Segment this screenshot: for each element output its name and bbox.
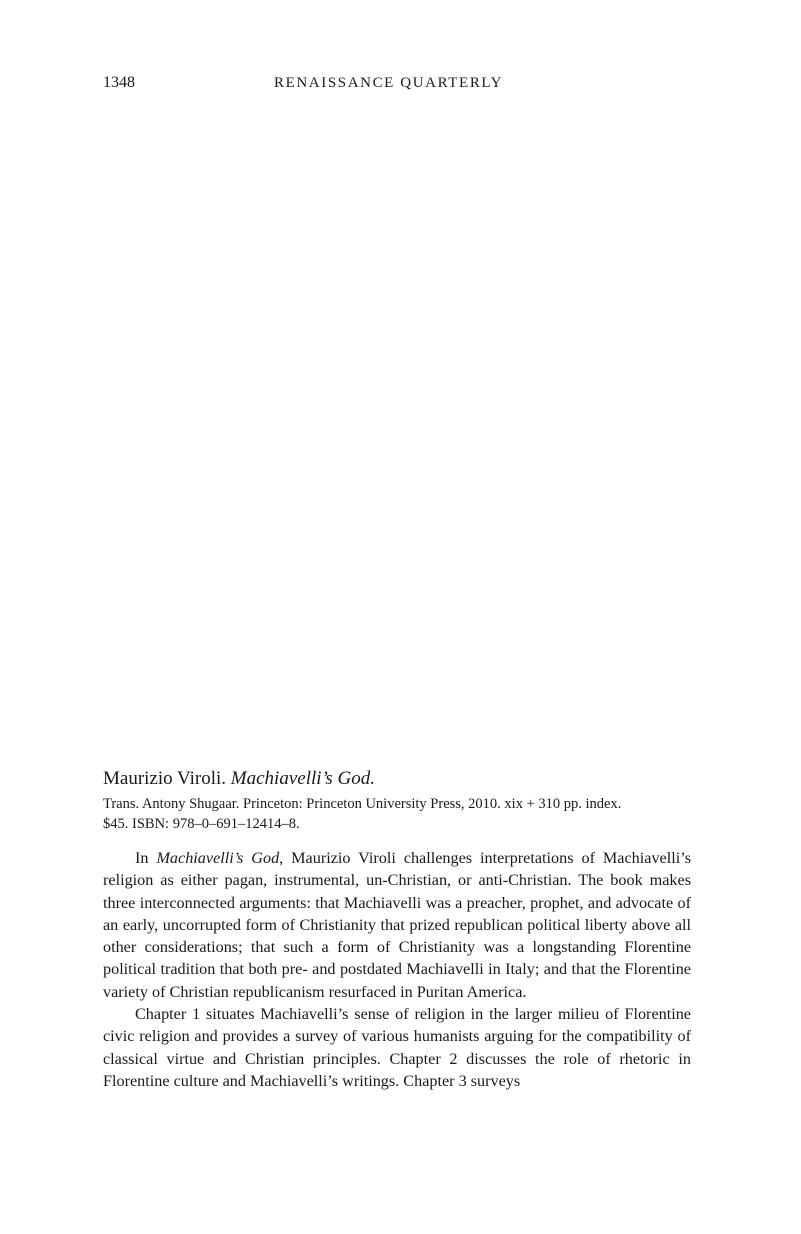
paragraph-1-text: , Maurizio Viroli challenges interpretations of Machiavelli’s religion as either pagan, instrumental, un-Christian, or anti-Christian. The book makes three interconnected arguments: that Machiavelli was a preacher, prophet, and advocate of an early, uncorrupted form of Christianity that prized republican political liberty above all other considerations; that such a form of Christianity was a longstanding Florentine political tradition that both pre- and postdated Machiavelli in Italy; and that the Florentine variety of Christian republicanism resurfaced in Puritan America. (103, 849, 692, 1001)
paragraph-1 (103, 847, 691, 1003)
publication-details (103, 794, 691, 834)
book-title: Machiavelli’s God. (230, 768, 376, 789)
running-head (103, 72, 691, 94)
journal-title: RENAISSANCE QUARTERLY (274, 75, 504, 91)
publication-line-2: $45. ISBN: 978–0–691–12414–8. (103, 816, 300, 832)
book-review (103, 766, 691, 1092)
review-body (103, 847, 691, 1092)
book-author: Maurizio Viroli. (103, 768, 227, 789)
paragraph-2: Chapter 1 situates Machiavelli’s sense of religion in the larger milieu of Florentine civic religion and provides a survey of various humanists arguing for the compatibility of classical virtue and Christian principles. Chapter 2 discusses the role of rhetoric in Florentine culture and Machiavelli’s writings. Chapter 3 surveys (103, 1005, 691, 1090)
page-number: 1348 (103, 74, 135, 91)
book-citation-heading (103, 766, 691, 792)
publication-line-1: Trans. Antony Shugaar. Princeton: Princeton University Press, 2010. xix + 310 pp. index. (103, 796, 622, 812)
paragraph-1-lead: In (135, 849, 149, 867)
paragraph-1-book-title: Machiavelli’s God (156, 849, 280, 867)
